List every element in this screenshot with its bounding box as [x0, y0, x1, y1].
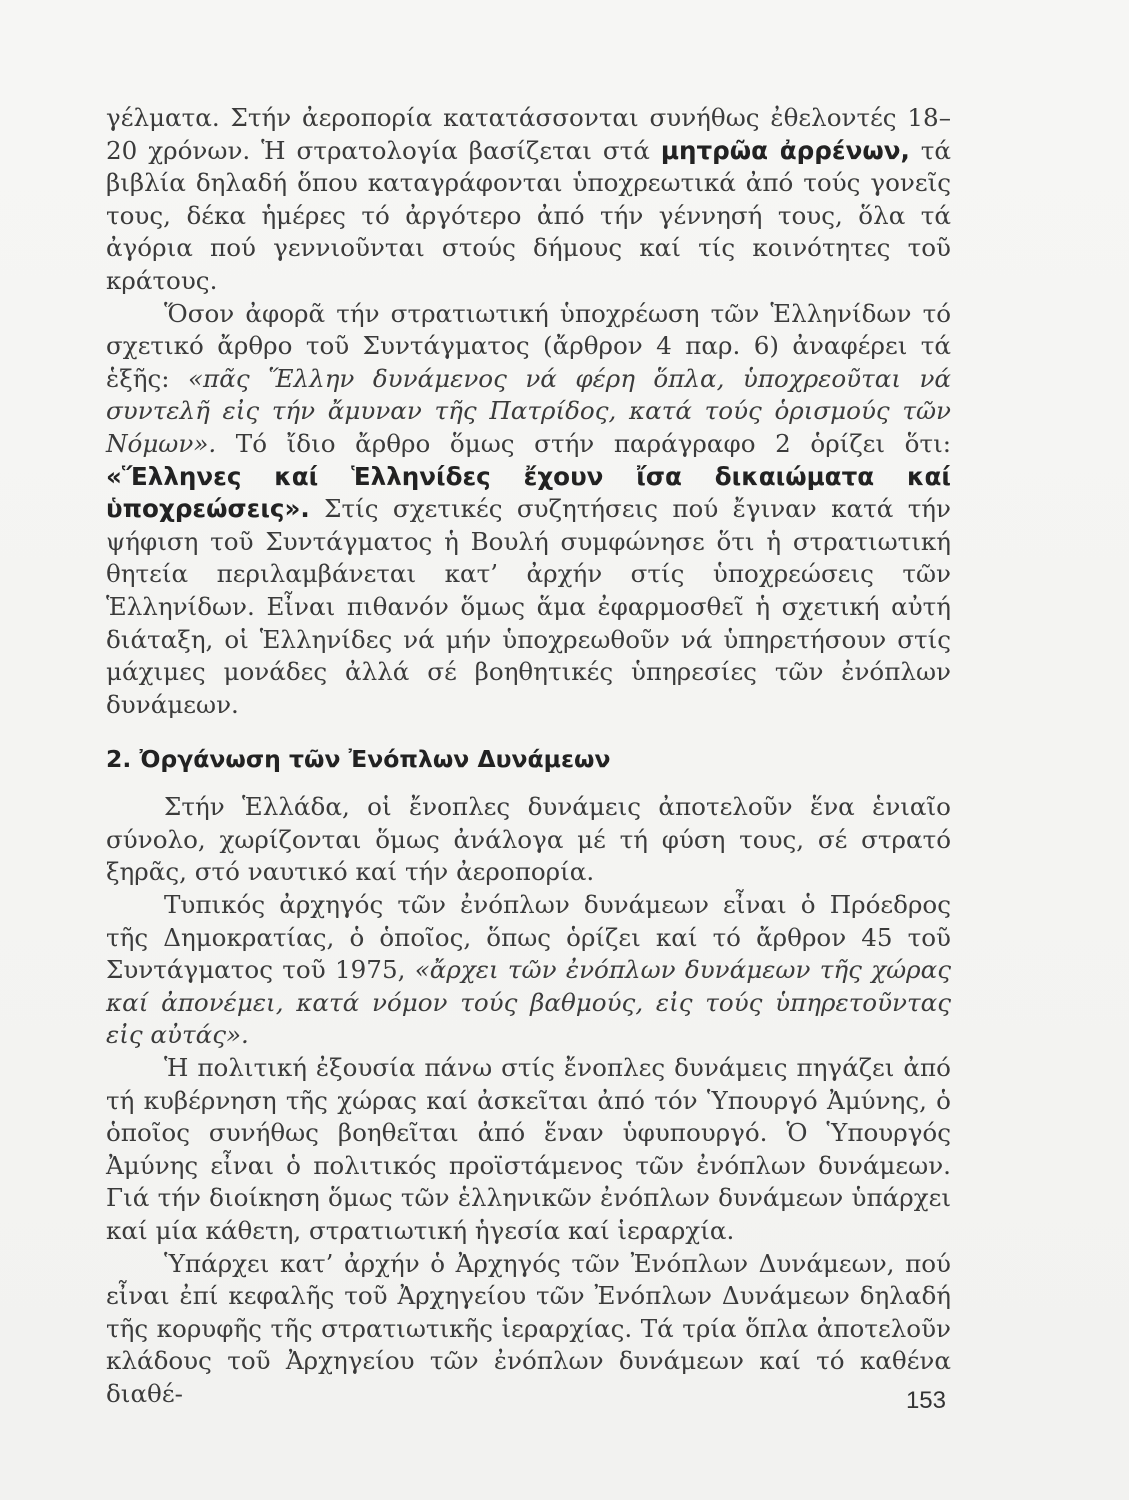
paragraph-text: Τυπικός ἀρχηγός τῶν ἐνόπλων δυνάμεων εἶναι ὁ Πρόεδρος τῆς Δημοκρατίας, ὁ ὁποῖος, ὅπως ὁρίζει καί τό ἄρθρον 45 τοῦ Συντάγματος τοῦ 1975,: [106, 890, 951, 985]
bold-equal-rights-quote: «Ἕλληνες καί Ἑλληνίδες ἔχουν ἴσα δικαιώματα καί ὑποχρεώσεις».: [106, 461, 951, 524]
bold-term-male-registers: μητρῶα ἀρρένων,: [660, 135, 910, 165]
paragraph-text: γέλματα. Στήν ἀεροπορία κατατάσσονται συνήθως ἐθελοντές 18–20 χρόνων. Ἡ στρατολογία βασίζεται στά: [106, 103, 951, 165]
page-number: 153: [905, 1387, 946, 1414]
constitution-quote: «πᾶς Ἕλλην δυνάμενος νά φέρη ὅπλα, ὑποχρεοῦται νά συντελῆ εἰς τήν ἄμυναν τῆς Πατρίδος, κατά τούς ὁρισμούς τῶν Νόμων».: [106, 363, 951, 458]
body-text: [106, 102, 951, 1411]
article-45-quote: «ἄρχει τῶν ἐνόπλων δυνάμεων τῆς χώρας καί ἀπονέμει, κατά νόμον τούς βαθμούς, εἰς τούς ὑπηρετοῦντας εἰς αὐτάς».: [106, 955, 951, 1050]
paragraph-women-military-duty: [106, 298, 951, 722]
paragraph-conscription-registry: [106, 102, 951, 298]
paragraph-political-authority: Ἡ πολιτική ἐξουσία πάνω στίς ἔνοπλες δυνάμεις πηγάζει ἀπό τή κυβέρνηση τῆς χώρας καί ἀσκεῖται ἀπό τόν Ὑπουργό Ἀμύνης, ὁ ὁποῖος συνήθως βοηθεῖται ἀπό ἕναν ὑφυπουργό. Ὁ Ὑπουργός Ἀμύνης εἶναι ὁ πολιτικός προϊστάμενος τῶν ἐνόπλων δυνάμεων. Γιά τήν διοίκηση ὅμως τῶν ἑλληνικῶν ἐνόπλων δυνάμεων ὑπάρχει καί μία κάθετη, στρατιωτική ἡγεσία καί ἱεραρχία.: [106, 1053, 951, 1245]
paragraph-armed-forces-structure: Στήν Ἑλλάδα, οἱ ἔνοπλες δυνάμεις ἀποτελοῦν ἕνα ἑνιαῖο σύνολο, χωρίζονται ὅμως ἀνάλογα μέ τή φύση τους, σέ στρατό ξηρᾶς, στό ναυτικό καί τήν ἀεροπορία.: [106, 792, 951, 887]
section-heading: 2. Ὀργάνωση τῶν Ἐνόπλων Δυνάμεων: [106, 745, 611, 774]
paragraph-text: Τό ἴδιο ἄρθρο ὅμως στήν παράγραφο 2 ὁρίζει ὅτι:: [216, 428, 951, 458]
paragraph-chief-of-staff: Ὑπάρχει κατ’ ἀρχήν ὁ Ἀρχηγός τῶν Ἐνόπλων Δυνάμεων, πού εἶναι ἐπί κεφαλῆς τοῦ Ἀρχηγείου τῶν Ἐνόπλων Δυνάμεων δηλαδή τῆς κορυφῆς τῆς στρατιωτικῆς ἱεραρχίας. Τά τρία ὅπλα ἀποτελοῦν κλάδους τοῦ Ἀρχηγείου τῶν ἐνόπλων δυνάμεων καί τό καθένα διαθέ-: [106, 1248, 951, 1408]
paragraph-president-commander: [106, 889, 951, 1052]
paragraph-text: τά βιβλία δηλαδή ὅπου καταγράφονται ὑποχρεωτικά ἀπό τούς γονεῖς τους, δέκα ἡμέρες τό ἀργότερο ἀπό τήν γέννησή τους, ὅλα τά ἀγόρια πού γεννιοῦνται στούς δήμους καί τίς κοινότητες τοῦ κράτους.: [106, 135, 951, 295]
paragraph-text: Ὅσον ἀφορᾶ τήν στρατιωτική ὑποχρέωση τῶν Ἑλληνίδων τό σχετικό ἄρθρο τοῦ Συντάγματος (ἄρθρον 4 παρ. 6) ἀναφέρει τά ἑξῆς:: [106, 298, 951, 393]
paragraph-text: Στίς σχετικές συζητήσεις πού ἔγιναν κατά τήν ψήφιση τοῦ Συντάγματος ἡ Βουλή συμφώνησε ὅτι ἡ στρατιωτική θητεία περιλαμβάνεται κατ’ ἀρχήν στίς ὑποχρεώσεις τῶν Ἑλληνίδων. Εἶναι πιθανόν ὅμως ἅμα ἐφαρμοσθεῖ ἡ σχετική αὐτή διάταξη, οἱ Ἑλληνίδες νά μήν ὑποχρεωθοῦν νά ὑπηρετήσουν στίς μάχιμες μονάδες ἀλλά σέ βοηθητικές ὑπηρεσίες τῶν ἐνόπλων δυνάμεων.: [106, 494, 951, 719]
